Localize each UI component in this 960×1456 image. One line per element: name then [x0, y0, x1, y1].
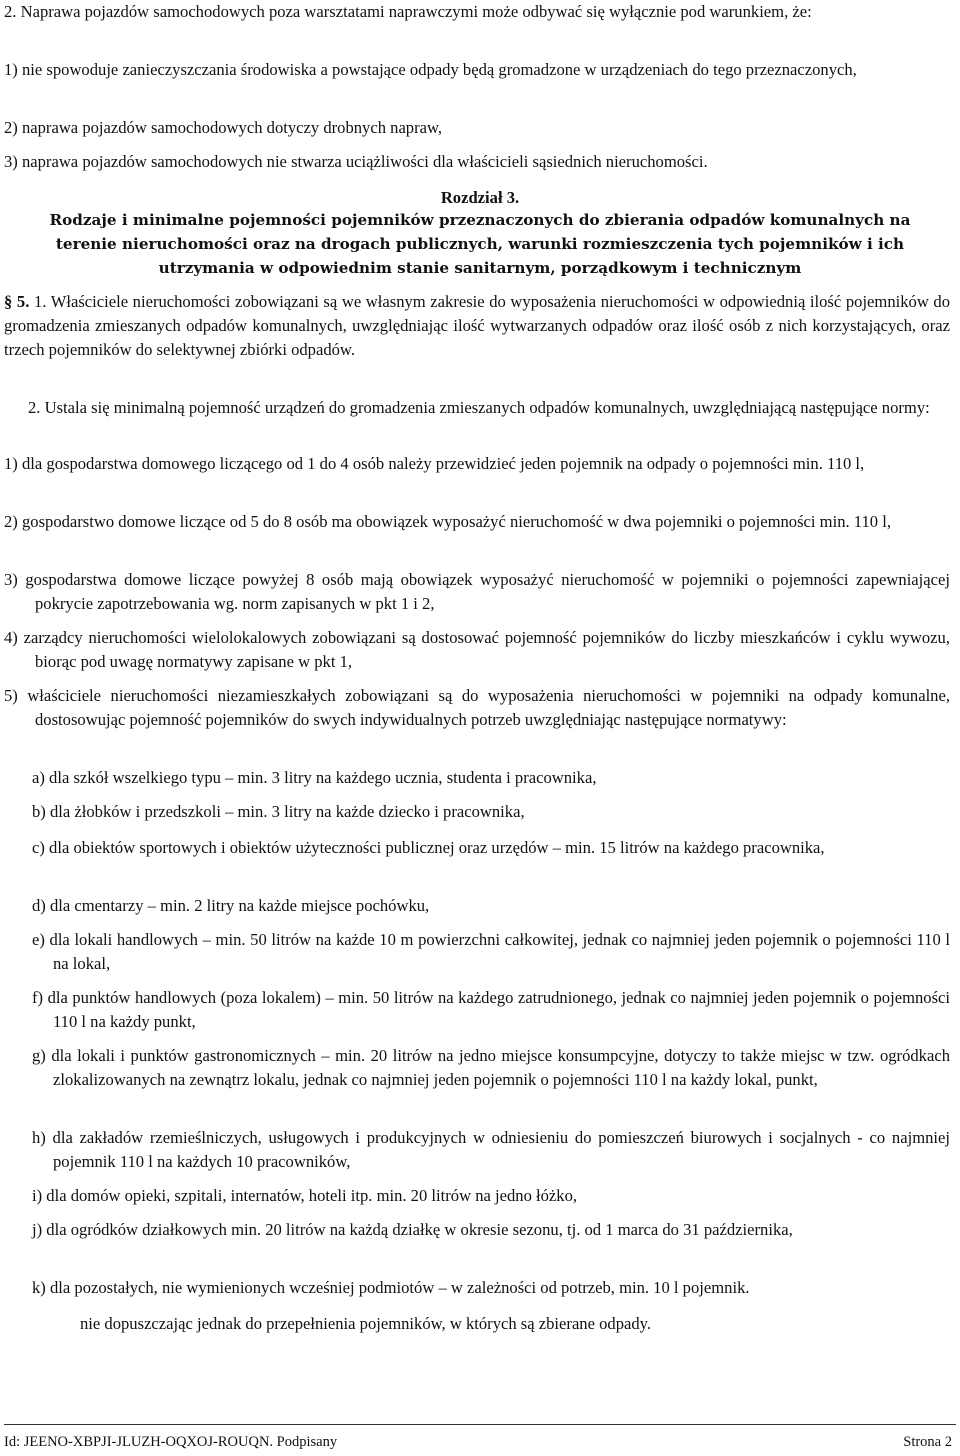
footer-page-number: Strona 2 — [903, 1434, 952, 1450]
sub-norm-c: c) dla obiektów sportowych i obiektów użyteczności publicznej oraz urzędów – min. 15 litrów na każdego pracownika, — [32, 838, 825, 857]
footer-document-id: Id: JEENO-XBPJI-JLUZH-OQXOJ-ROUQN. Podpisany — [4, 1434, 338, 1450]
closing-line: nie dopuszczając jednak do przepełnienia pojemników, w których są zbierane odpady. — [80, 1314, 652, 1333]
section-5-p1-text: 1. Właściciele nieruchomości zobowiązani są we własnym zakresie do wyposażenia nieruchomości w odpowiednią ilość pojemników do gromadzenia zmieszanych odpadów komunalnych, uwzględniając ilość wytwarzanych odpadów oraz ilość osób z nich korzystających, oraz trzech pojemników do selektywnej zbiórki odpadów. — [4, 292, 950, 359]
sub-norm-g: g) dla lokali i punktów gastronomicznych – min. 20 litrów na jedno miejsce konsumpcyjne, dotyczy to także miejsc w tzw. ogródkach zlokalizowanych na zewnątrz lokalu, jednak co najmniej jeden pojemnik o pojemności 110 l na każdy lokal, punkt, — [32, 1046, 950, 1089]
sub-norm-h: h) dla zakładów rzemieślniczych, usługowych i produkcyjnych w odniesieniu do pomieszczeń biurowych i socjalnych - co najmniej pojemnik 110 l na każdych 10 pracowników, — [32, 1128, 950, 1171]
norm-item-2: 2) gospodarstwo domowe liczące od 5 do 8 osób ma obowiązek wyposażyć nieruchomość w dwa pojemniki o pojemności min. 110 l, — [4, 512, 891, 531]
condition-item-3: 3) naprawa pojazdów samochodowych nie stwarza uciążliwości dla właścicieli sąsiednich nieruchomości. — [4, 152, 708, 171]
sub-norm-a: a) dla szkół wszelkiego typu – min. 3 litry na każdego ucznia, studenta i pracownika, — [32, 768, 597, 787]
sub-norm-k: k) dla pozostałych, nie wymienionych wcześniej podmiotów – w zależności od potrzeb, min. 10 l pojemnik. — [32, 1278, 750, 1297]
sub-norm-i: i) dla domów opieki, szpitali, internatów, hoteli itp. min. 20 litrów na jedno łóżko, — [32, 1186, 578, 1205]
section-label: § 5. — [4, 292, 30, 311]
condition-item-1: 1) nie spowoduje zanieczyszczania środowiska a powstające odpady będą gromadzone w urządzeniach do tego przeznaczonych, — [4, 60, 857, 79]
section-5-p2-text: 2. Ustala się minimalną pojemność urządzeń do gromadzenia zmieszanych odpadów komunalnych, uwzględniającą następujące normy: — [28, 398, 930, 417]
norm-item-5: 5) właściciele nieruchomości niezamieszkałych zobowiązani są do wyposażenia nieruchomości w pojemniki na odpady komunalne, dostosowując pojemność pojemników do swych indywidualnych potrzeb uwzględniając następujące normatywy: — [4, 686, 950, 729]
chapter-title: Rodzaje i minimalne pojemności pojemników przeznaczonych do zbierania odpadów komunalnych na terenie nieruchomości oraz na drogach publicznych, warunki rozmieszczenia tych pojemników i ich utrzymania w odpowiednim stanie sanitarnym, porządkowym i technicznym — [49, 211, 911, 277]
chapter-heading: Rozdział 3. — [440, 188, 520, 207]
norm-item-1: 1) dla gospodarstwa domowego liczącego od 1 do 4 osób należy przewidzieć jeden pojemnik na odpady o pojemności min. 110 l, — [4, 454, 865, 473]
footer-divider — [4, 1424, 956, 1425]
intro-paragraph: 2. Naprawa pojazdów samochodowych poza warsztatami naprawczymi może odbywać się wyłącznie pod warunkiem, że: — [4, 2, 812, 21]
sub-norm-j: j) dla ogródków działkowych min. 20 litrów na każdą działkę w okresie sezonu, tj. od 1 marca do 31 października, — [32, 1220, 793, 1239]
section-5-paragraph-1 — [4, 290, 950, 362]
norm-item-3: 3) gospodarstwa domowe liczące powyżej 8 osób mają obowiązek wyposażyć nieruchomość w pojemniki o pojemności zapewniającej pokrycie zapotrzebowania wg. norm zapisanych w pkt 1 i 2, — [4, 570, 950, 613]
condition-item-2: 2) naprawa pojazdów samochodowych dotyczy drobnych napraw, — [4, 118, 443, 137]
sub-norm-f: f) dla punktów handlowych (poza lokalem) – min. 50 litrów na każdego zatrudnionego, jednak co najmniej jeden pojemnik o pojemności 110 l na każdy punkt, — [32, 988, 950, 1031]
sub-norm-b: b) dla żłobków i przedszkoli – min. 3 litry na każde dziecko i pracownika, — [32, 802, 525, 821]
sub-norm-e: e) dla lokali handlowych – min. 50 litrów na każde 10 m powierzchni całkowitej, jednak co najmniej jeden pojemnik o pojemności 110 l na lokal, — [32, 930, 950, 973]
norm-item-4: 4) zarządcy nieruchomości wielolokalowych zobowiązani są dostosować pojemność pojemników do liczby mieszkańców i cyklu wywozu, biorąc pod uwagę normatywy zapisane w pkt 1, — [4, 628, 950, 671]
section-5-paragraph-2 — [4, 396, 950, 420]
sub-norm-d: d) dla cmentarzy – min. 2 litry na każde miejsce pochówku, — [32, 896, 430, 915]
